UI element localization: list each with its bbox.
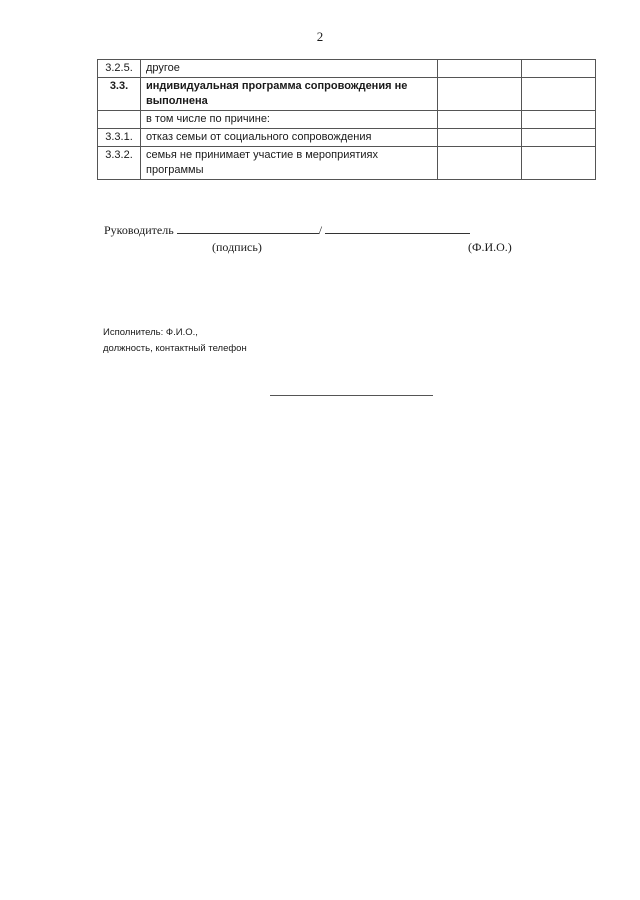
value-cell [522,129,596,147]
signature-separator: / [318,223,323,237]
table-row [98,60,596,78]
row-text: отказ семьи от социального сопровождения [141,129,438,147]
name-caption: (Ф.И.О.) [468,240,512,254]
table-row [98,78,596,111]
value-cell [438,111,522,129]
value-cell [438,60,522,78]
signature-label: Руководитель [104,223,174,237]
name-blank [325,221,470,234]
row-text: семья не принимает участие в мероприятиях программы [141,147,438,180]
signature-caption: (подпись) [212,240,262,254]
row-text: индивидуальная программа сопровождения не выполнена [141,78,438,111]
signature-line [104,221,470,238]
table-row [98,147,596,180]
value-cell [438,147,522,180]
value-cell [522,147,596,180]
table-row [98,129,596,147]
executor-name: Исполнитель: Ф.И.О., [103,327,198,338]
row-number [98,111,141,129]
row-number: 3.3. [98,78,141,111]
row-number: 3.3.1. [98,129,141,147]
value-cell [522,78,596,111]
row-text: другое [141,60,438,78]
signature-blank [177,221,319,234]
row-text: в том числе по причине: [141,111,438,129]
value-cell [438,129,522,147]
value-cell [438,78,522,111]
value-cell [522,60,596,78]
executor-details: должность, контактный телефон [103,343,247,354]
table-row [98,111,596,129]
closing-rule [270,395,433,396]
row-number: 3.2.5. [98,60,141,78]
report-table [97,59,596,180]
value-cell [522,111,596,129]
row-number: 3.3.2. [98,147,141,180]
page-number: 2 [316,29,324,44]
